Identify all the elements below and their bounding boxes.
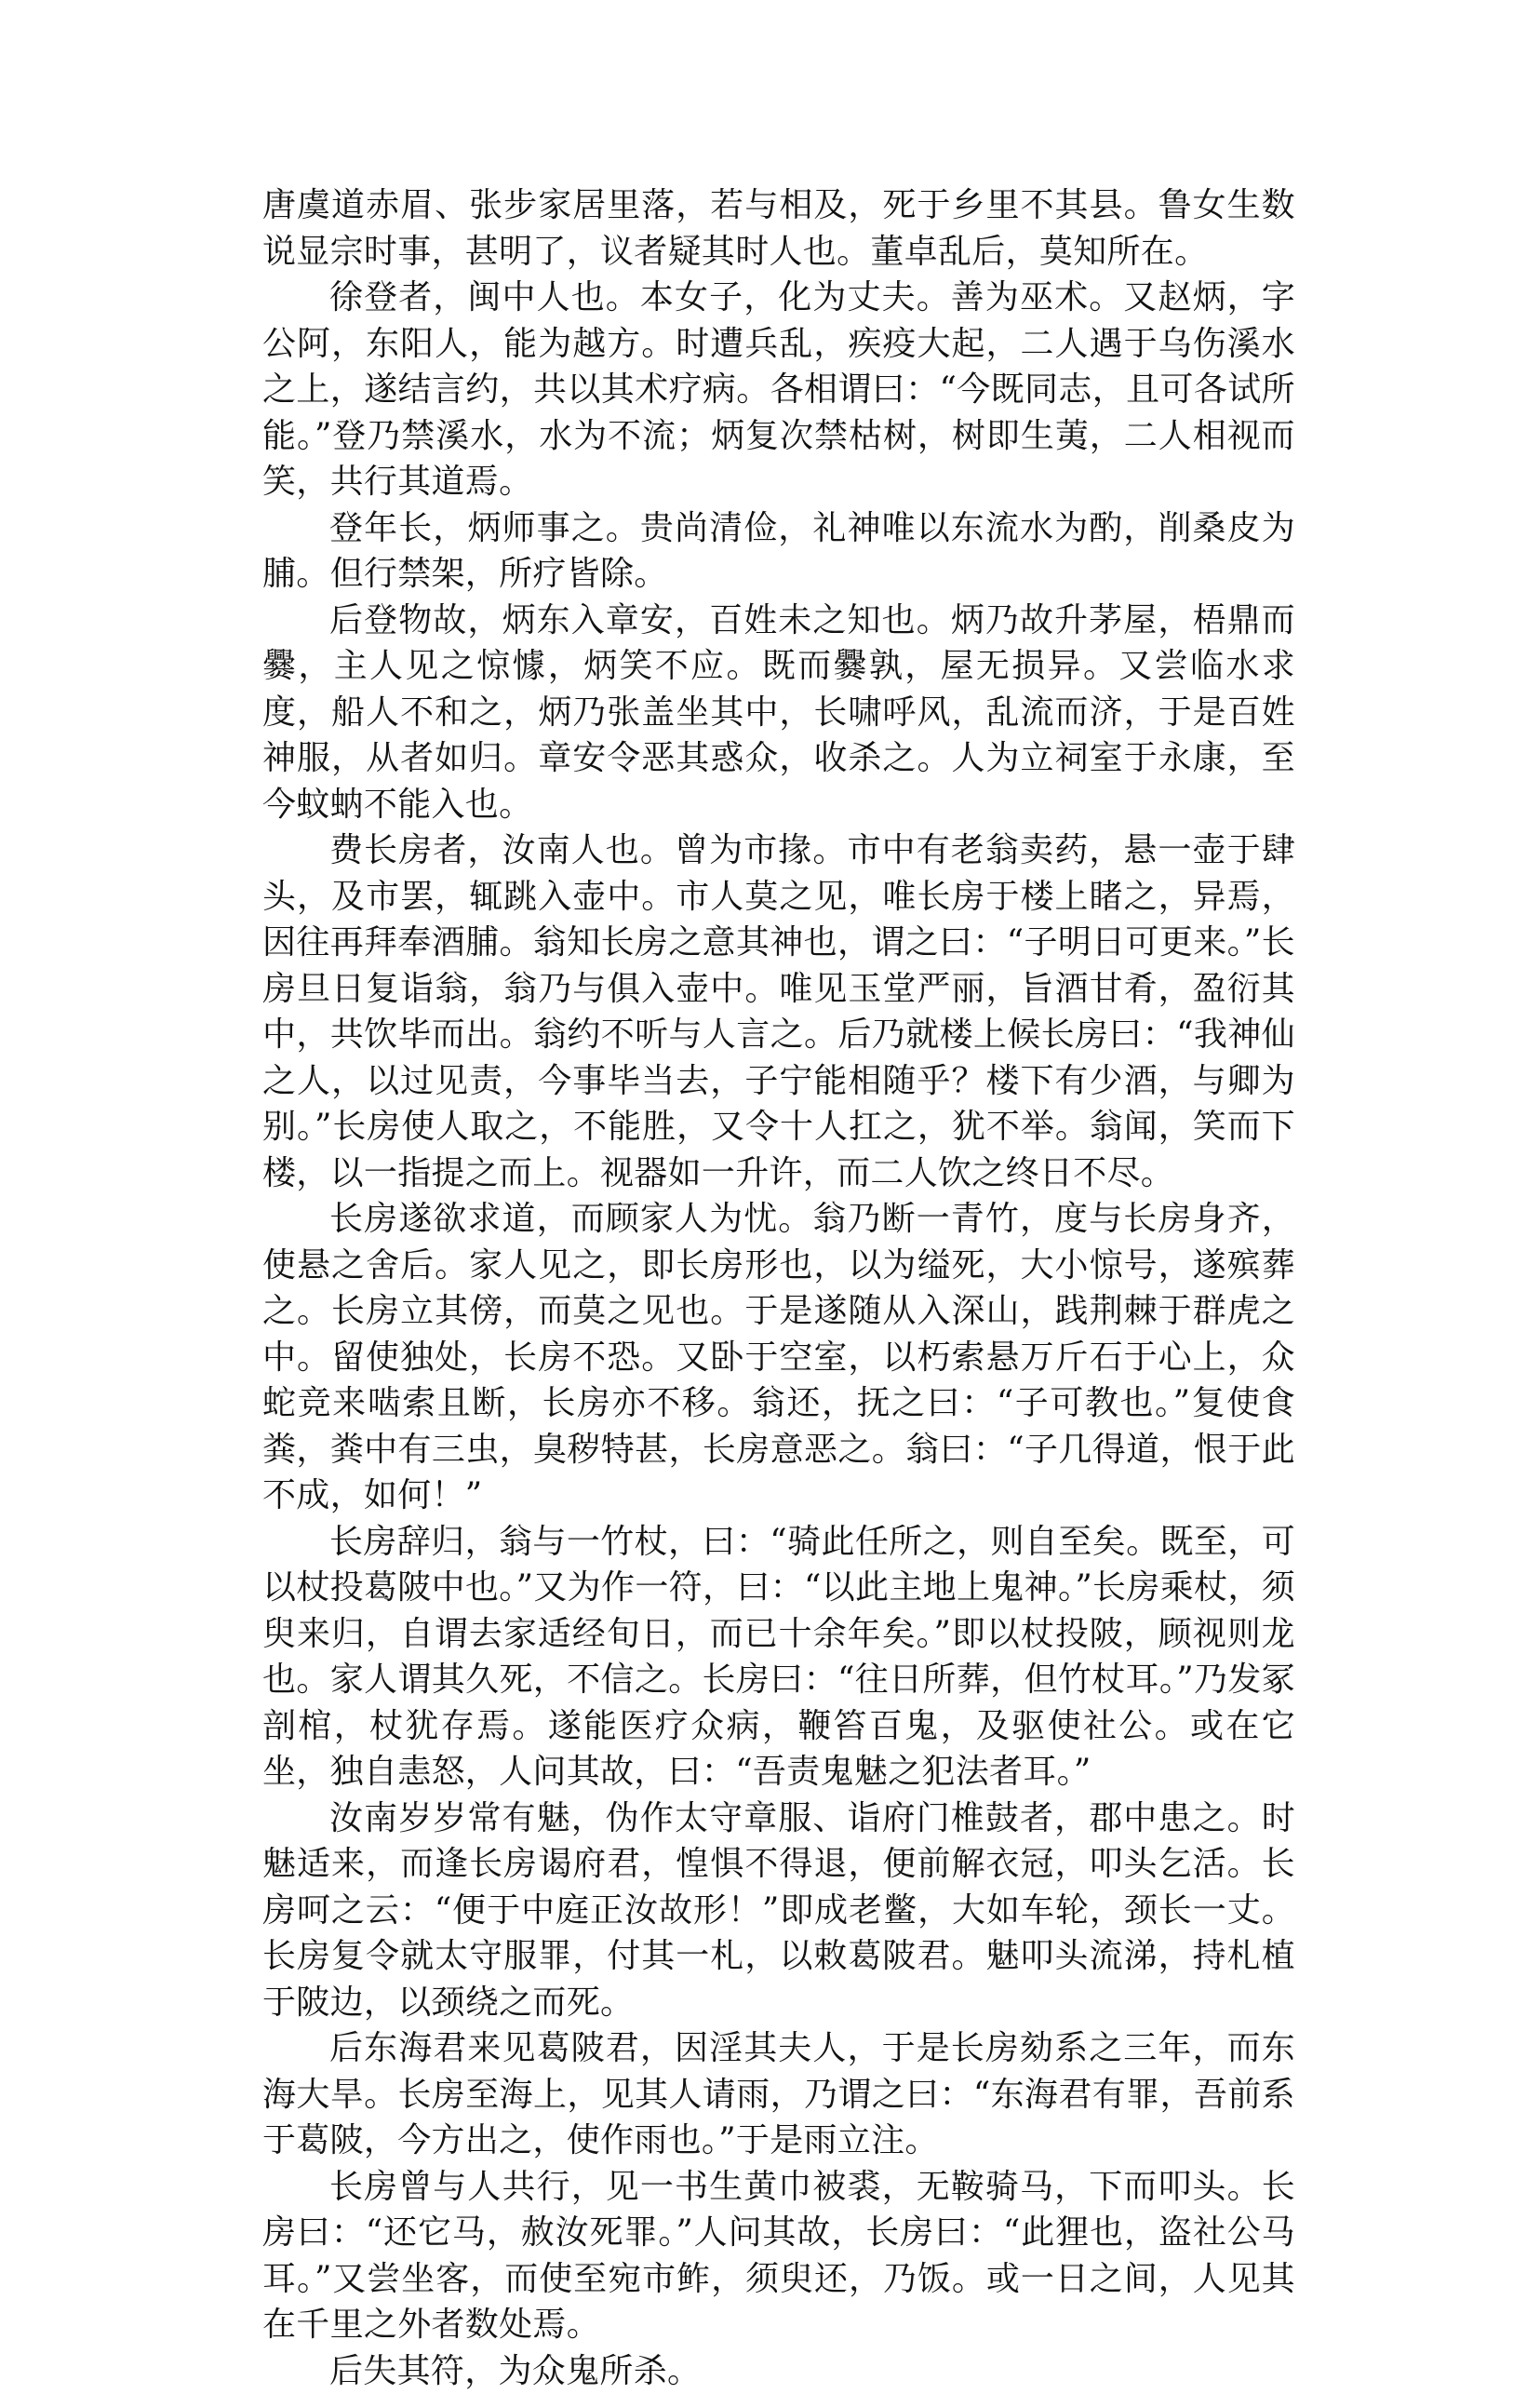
paragraph-7: 长房辞归，翁与一竹杖，曰：“骑此任所之，则自至矣。既至，可以杖投葛陂中也。”又为作一符，曰：“以此主地上鬼神。”长房乘杖，须臾来归，自谓去家适经旬日，而已十余年矣。”即以杖投陂，顾视则龙也。家人谓其久死，不信之。长房曰：“往日所葬，但竹杖耳。”乃发冢剖棺，杖犹存焉。遂能医疗众病，鞭笞百鬼，及驱使社公。或在它坐，独自恚怒，人问其故，曰：“吾责鬼魅之犯法者耳。” xyxy=(262,1519,1295,1796)
paragraph-5: 费长房者，汝南人也。曾为市掾。市中有老翁卖药，悬一壶于肆头，及市罢，辄跳入壶中。市人莫之见，唯长房于楼上睹之，异焉，因往再拜奉酒脯。翁知长房之意其神也，谓之曰：“子明日可更来。”长房旦日复诣翁，翁乃与俱入壶中。唯见玉堂严丽，旨酒甘肴，盈衍其中，共饮毕而出。翁约不听与人言之。后乃就楼上候长房曰：“我神仙之人，以过见责，今事毕当去，子宁能相随乎？楼下有少酒，与卿为别。”长房使人取之，不能胜，又令十人扛之，犹不举。翁闻，笑而下楼，以一指提之而上。视器如一升许，而二人饮之终日不尽。 xyxy=(262,827,1295,1196)
paragraph-2: 徐登者，闽中人也。本女子，化为丈夫。善为巫术。又赵炳，字公阿，东阳人，能为越方。时遭兵乱，疾疫大起，二人遇于乌伤溪水之上，遂结言约，共以其术疗病。各相谓曰：“今既同志，且可各试所能。”登乃禁溪水，水为不流；炳复次禁枯树，树即生荑，二人相视而笑，共行其道焉。 xyxy=(262,275,1295,505)
paragraph-6: 长房遂欲求道，而顾家人为忧。翁乃断一青竹，度与长房身齐，使悬之舍后。家人见之，即长房形也，以为缢死，大小惊号，遂殡葬之。长房立其傍，而莫之见也。于是遂随从入深山，践荆棘于群虎之中。留使独处，长房不恐。又卧于空室，以朽索悬万斤石于心上，众蛇竞来啮索且断，长房亦不移。翁还，抚之曰：“子可教也。”复使食粪，粪中有三虫，臭秽特甚，长房意恶之。翁曰：“子几得道，恨于此不成，如何！” xyxy=(262,1196,1295,1519)
paragraph-3: 登年长，炳师事之。贵尚清俭，礼神唯以东流水为酌，削桑皮为脯。但行禁架，所疗皆除。 xyxy=(262,505,1295,598)
document-page xyxy=(262,182,1295,2394)
paragraph-4: 后登物故，炳东入章安，百姓未之知也。炳乃故升茅屋，梧鼎而爨，主人见之惊懅，炳笑不应。既而爨孰，屋无损异。又尝临水求度，船人不和之，炳乃张盖坐其中，长啸呼风，乱流而济，于是百姓神服，从者如归。章安令恶其惑众，收杀之。人为立祠室于永康，至今蚊蚋不能入也。 xyxy=(262,598,1295,828)
paragraph-8: 汝南岁岁常有魅，伪作太守章服、诣府门椎鼓者，郡中患之。时魅适来，而逢长房谒府君，惶惧不得退，便前解衣冠，叩头乞活。长房呵之云：“便于中庭正汝故形！”即成老鳖，大如车轮，颈长一丈。长房复令就太守服罪，付其一札，以敕葛陂君。魅叩头流涕，持札植于陂边，以颈绕之而死。 xyxy=(262,1796,1295,2026)
paragraph-11: 后失其符，为众鬼所杀。 xyxy=(262,2348,1295,2394)
paragraph-1: 唐虞道赤眉、张步家居里落，若与相及，死于乡里不其县。鲁女生数说显宗时事，甚明了，议者疑其时人也。董卓乱后，莫知所在。 xyxy=(262,182,1295,275)
paragraph-10: 长房曾与人共行，见一书生黄巾被裘，无鞍骑马，下而叩头。长房曰：“还它马，赦汝死罪。”人问其故，长房曰：“此狸也，盗社公马耳。”又尝坐客，而使至宛市鲊，须臾还，乃饭。或一日之间，人见其在千里之外者数处焉。 xyxy=(262,2164,1295,2348)
paragraph-9: 后东海君来见葛陂君，因淫其夫人，于是长房劾系之三年，而东海大旱。长房至海上，见其人请雨，乃谓之曰：“东海君有罪，吾前系于葛陂，今方出之，使作雨也。”于是雨立注。 xyxy=(262,2025,1295,2164)
